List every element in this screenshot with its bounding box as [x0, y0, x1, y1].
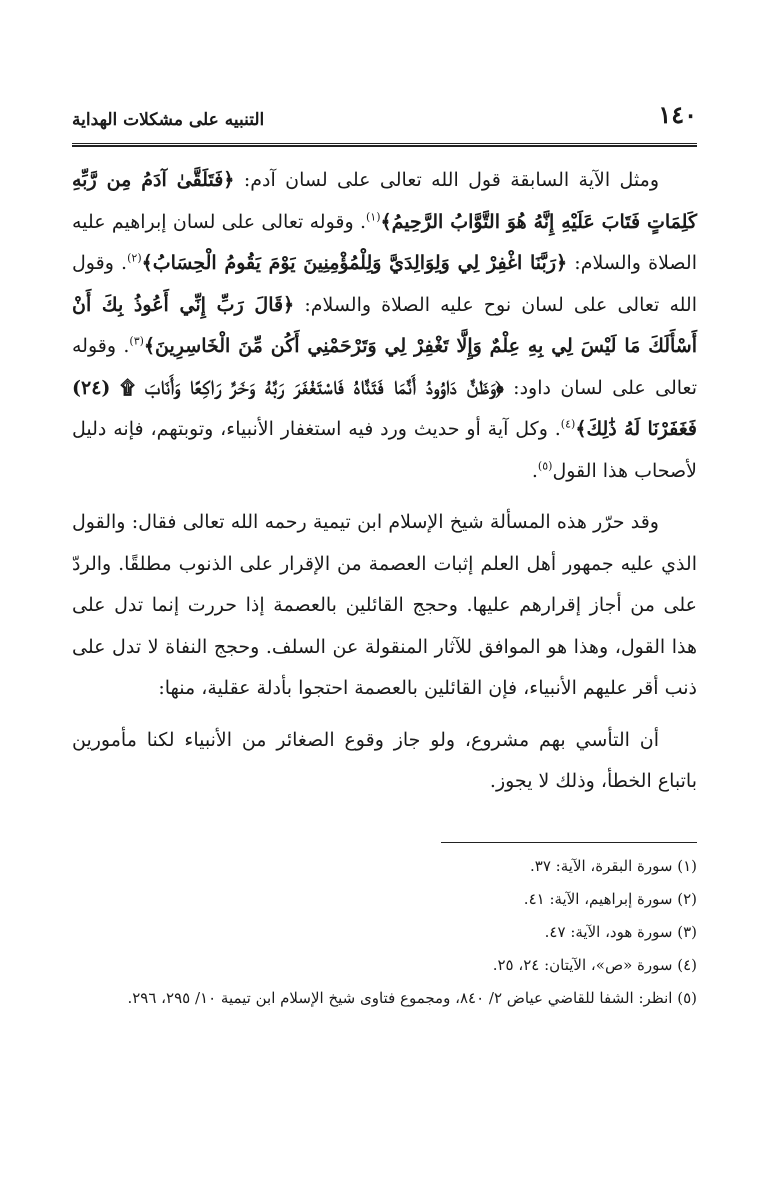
footnote: (٢) سورة إبراهيم، الآية: ٤١.	[523, 890, 697, 908]
text-segment: أن التأسي بهم مشروع، ولو جاز وقوع الصغائر من الأنبياء لكنا مأمورين باتباع الخطأ، وذلك لا يجوز.	[72, 728, 697, 792]
text-segment: . وقول الله تعالى على لسان نوح عليه الصلاة والسلام:	[72, 252, 697, 316]
footnotes	[72, 850, 697, 1015]
paragraph	[72, 160, 697, 492]
quran-verse: ﴿فَتَلَقَّىٰ آدَمُ مِن رَّبِّهِ كَلِمَاتٍ فَتَابَ عَلَيْهِ إِنَّهُ هُوَ التَّوَّابُ الرَّحِيمُ﴾	[72, 169, 697, 233]
footnote: (٤) سورة «ص»، الآيتان: ٢٤، ٢٥.	[492, 956, 697, 974]
header-rule	[72, 143, 697, 147]
footnote: (٥) انظر: الشفا للقاضي عياض ٢/ ٨٤٠، ومجموع فتاوى شيخ الإسلام ابن تيمية ١٠/ ٢٩٥، ٢٩٦.	[127, 989, 697, 1007]
paragraph	[72, 502, 697, 710]
text-segment: .	[531, 459, 538, 482]
text-segment: وقد حرّر هذه المسألة شيخ الإسلام ابن تيمية رحمه الله تعالى فقال: والقول الذي عليه جمهور أهل العلم إثبات العصمة من الإقرار على الذنوب مطلقًا. والردّ على من أجاز إقرارهم عليها. وحجج القائلين بالعصمة إذا حررت إنما تدل على هذا القول، وهذا هو الموافق للآثار المنقولة عن السلف. وحجج النفاة لا تدل على ذنب أقر عليهم الأنبياء، فإن القائلين بالعصمة احتجوا بأدلة عقلية، منها:	[72, 511, 697, 699]
footnote-ref: (٥)	[537, 459, 553, 473]
footnote-ref: (٤)	[560, 417, 576, 431]
paragraph	[72, 720, 697, 803]
footnote-separator	[441, 842, 697, 843]
footnote: (١) سورة البقرة، الآية: ٣٧.	[530, 857, 697, 875]
footnote: (٣) سورة هود، الآية: ٤٧.	[544, 923, 697, 941]
main-text	[72, 160, 697, 803]
footnote-ref: (١)	[366, 210, 381, 224]
text-segment: . وكل آية أو حديث ورد فيه استغفار الأنبياء، وتوبتهم، فإنه دليل لأصحاب هذا القول	[72, 418, 697, 482]
quran-verse: ﴿قَالَ رَبِّ إِنِّي أَعُوذُ بِكَ أَنْ أَسْأَلَكَ مَا لَيْسَ لِي بِهِ عِلْمٌ وَإِلَّا تَغْفِرْ لِي وَتَرْحَمْنِي أَكُن مِّنَ الْخَاسِرِينَ﴾	[72, 293, 697, 357]
footnote-ref: (٣)	[129, 334, 144, 348]
page-header	[72, 100, 697, 140]
quran-verse: ﴿رَبَّنَا اغْفِرْ لِي وَلِوَالِدَيَّ وَلِلْمُؤْمِنِينَ يَوْمَ يَقُومُ الْحِسَابُ﴾	[141, 252, 568, 274]
quran-verse: ﴿وَظَنَّ دَاوُودُ أَنَّمَا فَتَنَّاهُ فَاسْتَغْفَرَ رَبَّهُ وَخَرَّ رَاكِعًا وَأَنَابَ ۩ (٢٤) فَغَفَرْنَا لَهُ ذَٰلِكَ﴾	[72, 376, 697, 440]
footnote-ref: (٢)	[127, 251, 142, 265]
text-segment: . وقوله تعالى على لسان داود:	[72, 335, 698, 399]
text-segment: . وقوله تعالى على لسان إبراهيم عليه الصلاة والسلام:	[72, 210, 697, 274]
running-title: التنبيه على مشكلات الهداية	[72, 110, 265, 130]
text-segment: ومثل الآية السابقة قول الله تعالى على لسان آدم:	[234, 169, 660, 191]
page-number: ١٤٠	[658, 100, 697, 129]
